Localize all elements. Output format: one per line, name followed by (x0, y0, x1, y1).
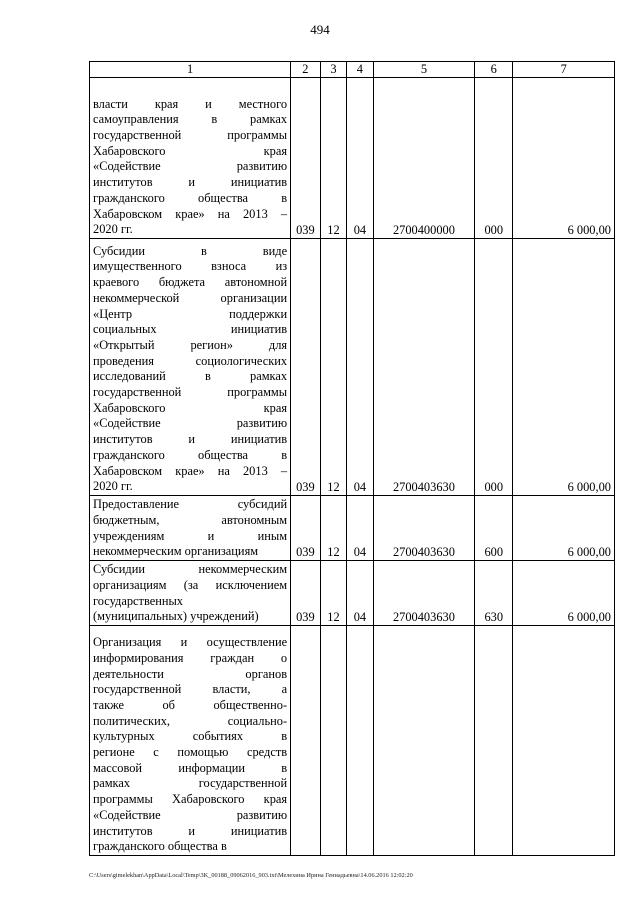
row-description (90, 239, 291, 496)
description-line: краевого бюджета автономной (93, 275, 288, 290)
table-body (90, 78, 615, 856)
code-admin-cell: 039 (291, 78, 321, 239)
description-line: исследований в рамках (93, 369, 288, 384)
description-line: институтов и инициатив (93, 432, 288, 447)
amount-cell: 6 000,00 (513, 496, 615, 561)
table-row (90, 496, 615, 561)
code-subsection-cell: 04 (347, 561, 373, 626)
header-col-3: 3 (320, 62, 346, 78)
description-line: Хабаровском крае» на 2013 – (93, 463, 288, 478)
code-expense-type-cell: 600 (475, 496, 513, 561)
code-admin-cell: 039 (291, 239, 321, 496)
row-description (90, 561, 291, 626)
page-number: 494 (310, 22, 330, 37)
header-col-6: 6 (475, 62, 513, 78)
description-line: бюджетным, автономным (93, 512, 288, 527)
code-target-cell: 2700403630 (373, 561, 475, 626)
description-line: Хабаровского края (93, 400, 288, 415)
code-subsection-cell: 04 (347, 496, 373, 561)
description-line: государственных (93, 593, 184, 608)
code-section-cell: 12 (320, 561, 346, 626)
description-line: гражданского общества в (93, 839, 227, 854)
code-target-cell: 2700403630 (373, 239, 475, 496)
description-line: Предоставление субсидий (93, 497, 288, 512)
amount-cell: 6 000,00 (513, 239, 615, 496)
header-col-5: 5 (373, 62, 475, 78)
description-line: 2020 гг. (93, 222, 133, 237)
description-line: институтов и инициатив (93, 823, 288, 838)
code-expense-type-cell: 000 (475, 239, 513, 496)
description-line: некоммерческим организациям (93, 544, 259, 559)
table-row (90, 78, 615, 239)
description-line: государственной программы (93, 128, 288, 143)
header-col-1: 1 (90, 62, 291, 78)
description-line: также об общественно- (93, 697, 288, 712)
description-line: государственной власти, а (93, 682, 288, 697)
header-col-7: 7 (513, 62, 615, 78)
description-line: «Центр поддержки (93, 306, 288, 321)
code-section-cell (320, 626, 346, 856)
description-line: институтов и инициатив (93, 175, 288, 190)
table-header-row (90, 62, 615, 78)
header-col-4: 4 (347, 62, 373, 78)
header-col-2: 2 (291, 62, 321, 78)
description-line: самоуправления в рамках (93, 112, 288, 127)
code-admin-cell: 039 (291, 561, 321, 626)
code-section-cell: 12 (320, 239, 346, 496)
row-description (90, 78, 291, 239)
description-line: Хабаровском крае» на 2013 – (93, 206, 288, 221)
description-line: проведения социологических (93, 353, 288, 368)
code-expense-type-cell: 000 (475, 78, 513, 239)
code-subsection-cell: 04 (347, 78, 373, 239)
description-line: массовой информации в (93, 760, 288, 775)
amount-cell: 6 000,00 (513, 78, 615, 239)
description-line: «Открытый регион» для (93, 337, 288, 352)
amount-cell (513, 626, 615, 856)
description-line: учреждениям и иным (93, 528, 288, 543)
amount-cell: 6 000,00 (513, 561, 615, 626)
row-description (90, 626, 291, 856)
description-line: деятельности органов (93, 666, 288, 681)
description-line: рамках государственной (93, 776, 288, 791)
description-line: Хабаровского края (93, 143, 288, 158)
code-admin-cell: 039 (291, 496, 321, 561)
code-target-cell (373, 626, 475, 856)
description-line: «Содействие развитию (93, 159, 288, 174)
description-line: культурных событиях в (93, 729, 288, 744)
table-row (90, 626, 615, 856)
description-line: «Содействие развитию (93, 807, 288, 822)
description-line: гражданского общества в (93, 447, 288, 462)
budget-table (89, 61, 615, 856)
table-row (90, 239, 615, 496)
description-line: информирования граждан о (93, 650, 288, 665)
code-expense-type-cell: 630 (475, 561, 513, 626)
code-section-cell: 12 (320, 78, 346, 239)
table-row (90, 561, 615, 626)
description-line: гражданского общества в (93, 190, 288, 205)
description-line: (муниципальных) учреждений) (93, 609, 259, 624)
description-line: власти края и местного (93, 96, 288, 111)
description-line: «Содействие развитию (93, 416, 288, 431)
code-subsection-cell: 04 (347, 239, 373, 496)
description-line: политических, социально- (93, 713, 288, 728)
code-target-cell: 2700403630 (373, 496, 475, 561)
description-line: государственной программы (93, 385, 288, 400)
code-subsection-cell (347, 626, 373, 856)
description-line: Организация и осуществление (93, 635, 288, 650)
code-expense-type-cell (475, 626, 513, 856)
description-line: Субсидии некоммерческим (93, 562, 288, 577)
code-target-cell: 2700400000 (373, 78, 475, 239)
description-line: некоммерческой организации (93, 290, 288, 305)
description-line: Субсидии в виде (93, 243, 288, 258)
description-line: программы Хабаровского края (93, 792, 288, 807)
file-path-footer: C:\Users\gimelekhan\AppData\Local\Temp\3K_00188_09062016_903.txt\Мелехина Ирина Геннадьевна\14.06.2016 12:02:20 (89, 872, 413, 879)
description-line: имущественного взноса из (93, 259, 288, 274)
row-description (90, 496, 291, 561)
description-line: 2020 гг. (93, 479, 133, 494)
description-line: регионе с помощью средств (93, 745, 288, 760)
description-line: организациям (за исключением (93, 577, 288, 592)
code-section-cell: 12 (320, 496, 346, 561)
code-admin-cell (291, 626, 321, 856)
description-line: социальных инициатив (93, 322, 288, 337)
